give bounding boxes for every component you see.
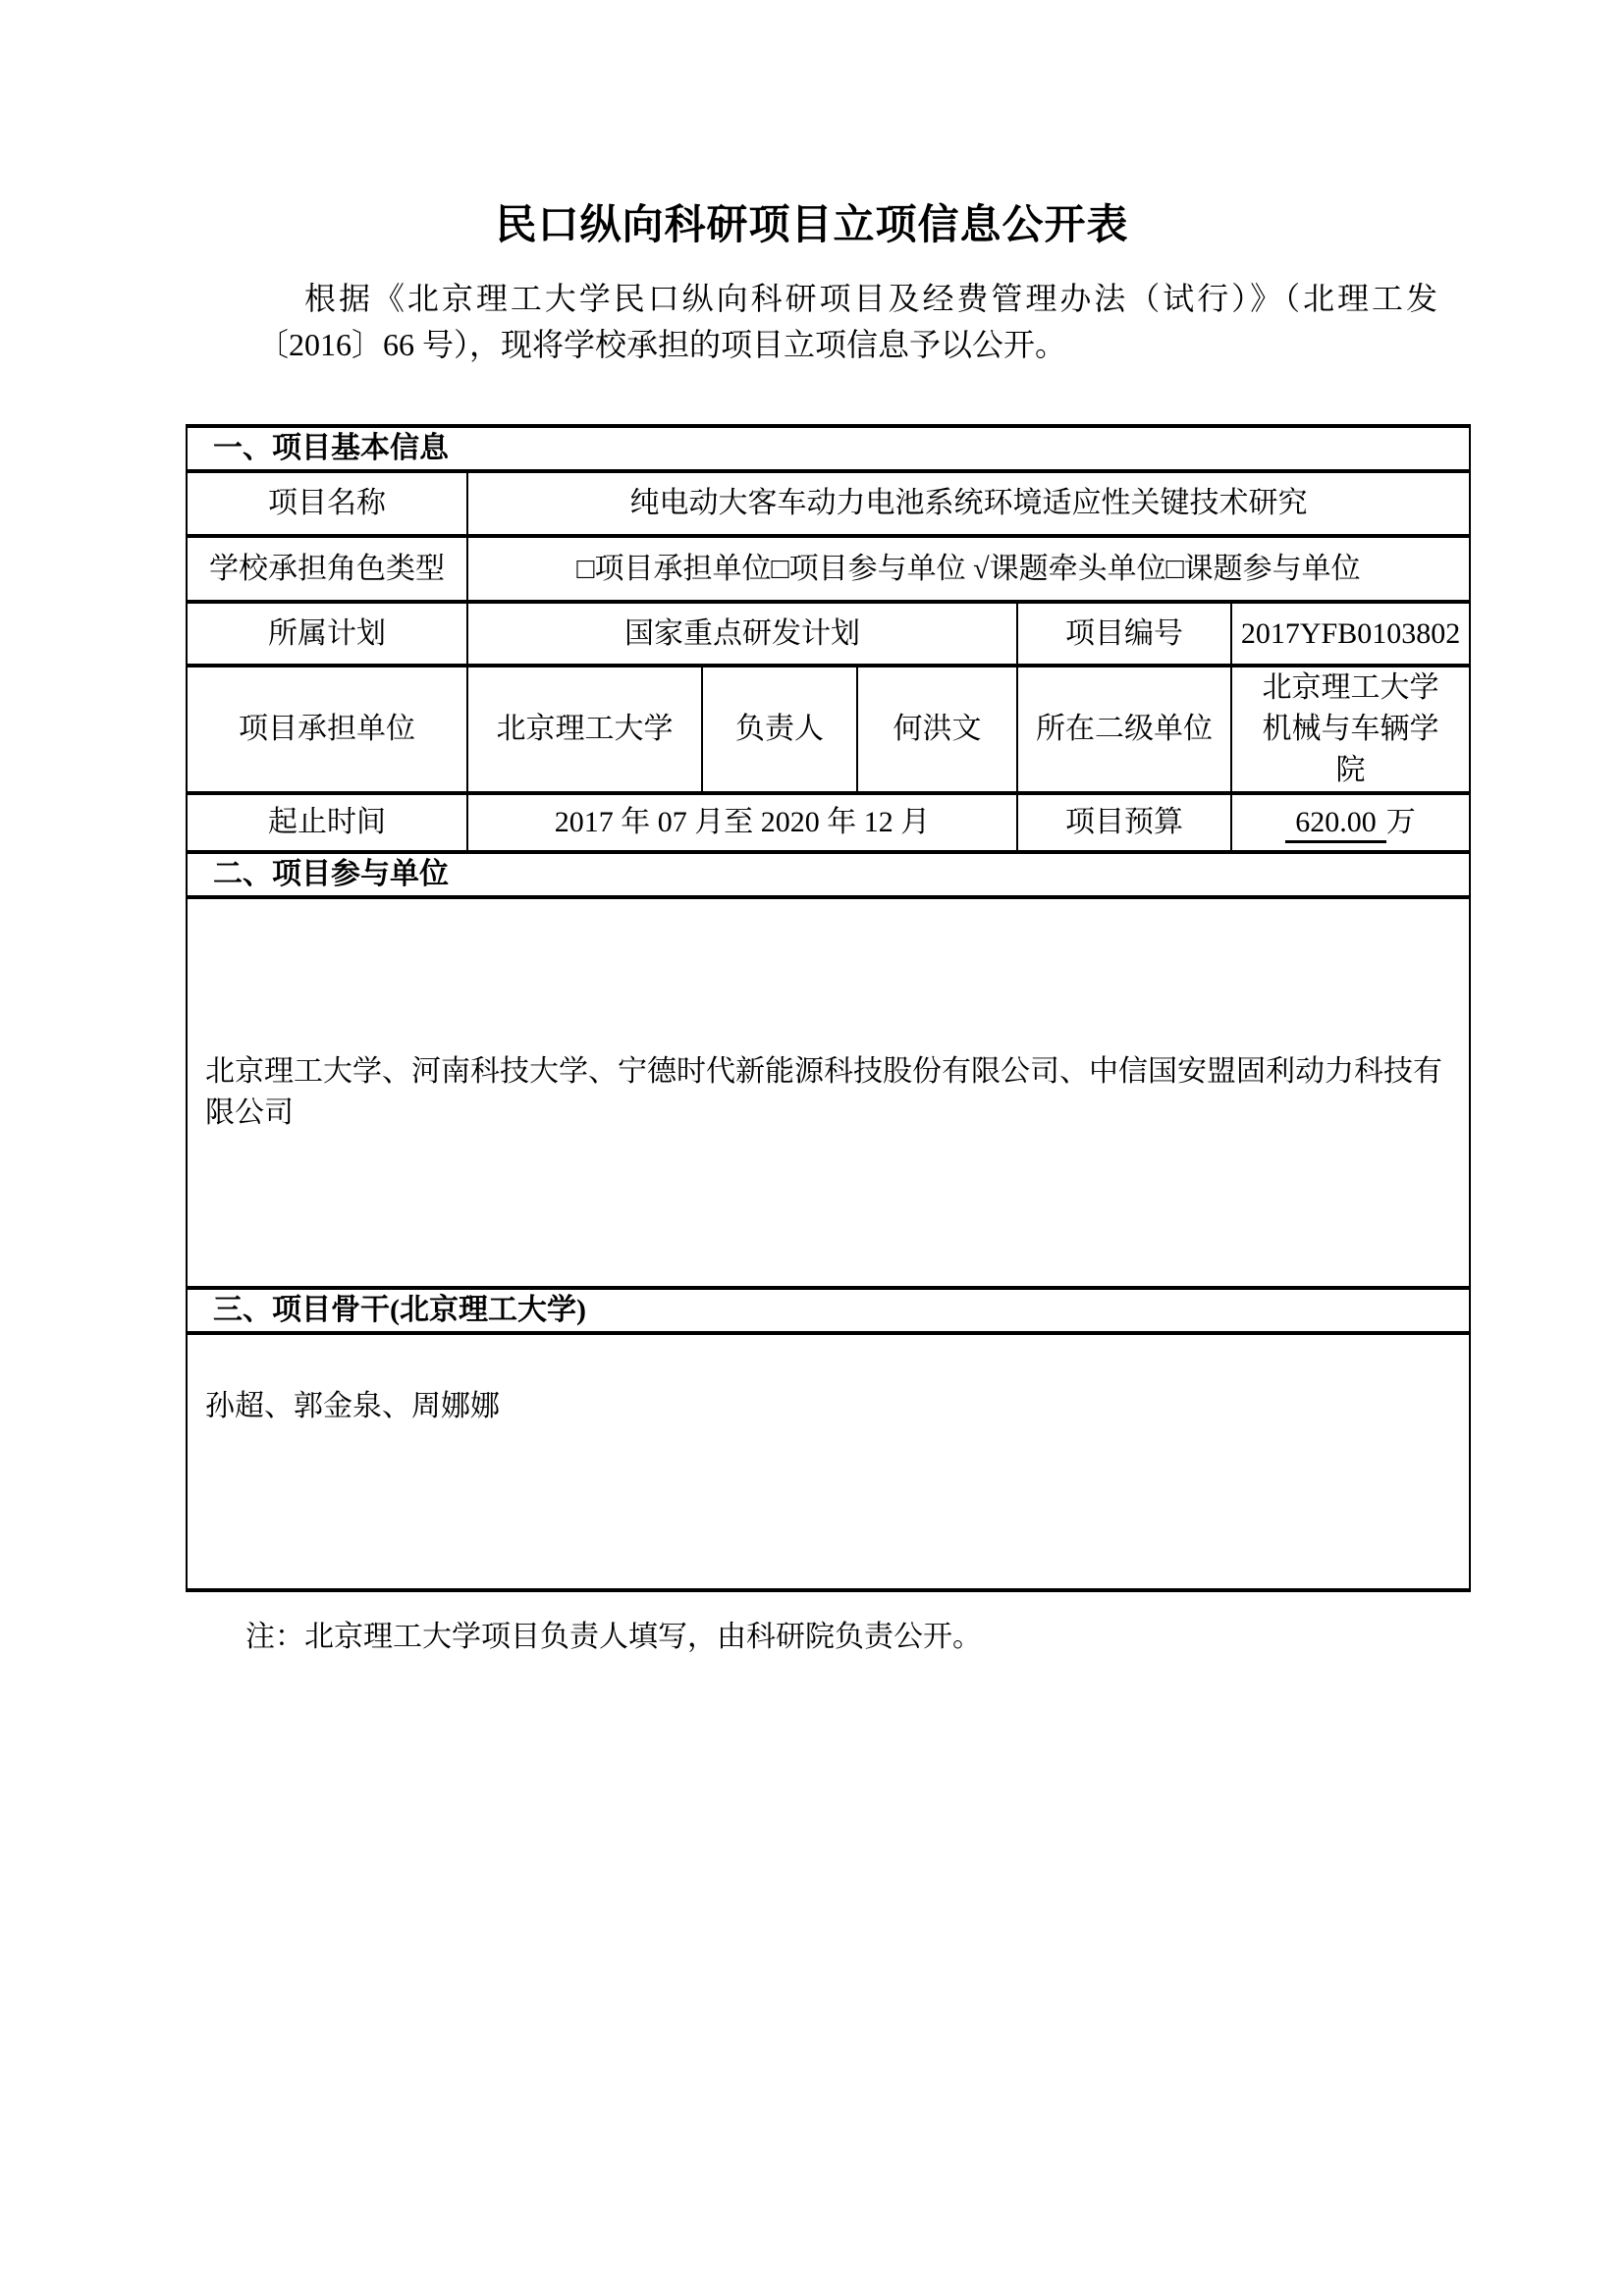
budget-label: 项目预算 xyxy=(1017,793,1231,852)
project-info-table xyxy=(186,424,1471,1592)
row-participants xyxy=(187,897,1470,1288)
role-type-label: 学校承担角色类型 xyxy=(187,536,467,602)
dept-label: 所在二级单位 xyxy=(1017,666,1231,793)
section-basic-info-header: 一、项目基本信息 xyxy=(187,426,1470,471)
budget-amount: 620.00 xyxy=(1285,805,1386,843)
row-project-name xyxy=(187,471,1470,536)
project-name-value: 纯电动大客车动力电池系统环境适应性关键技术研究 xyxy=(467,471,1470,536)
section-participants-header-row xyxy=(187,852,1470,897)
row-backbone xyxy=(187,1333,1470,1590)
page-title: 民口纵向科研项目立项信息公开表 xyxy=(495,203,1129,248)
budget-unit: 万 xyxy=(1385,806,1416,838)
role-type-checkbox-line: □项目承担单位□项目参与单位 √课题牵头单位□课题参与单位 xyxy=(467,536,1470,602)
plan-label: 所属计划 xyxy=(187,602,467,666)
section-backbone-header-row xyxy=(187,1288,1470,1333)
plan-value: 国家重点研发计划 xyxy=(467,602,1017,666)
participants-content: 北京理工大学、河南科技大学、宁德时代新能源科技股份有限公司、中信国安盟固利动力科技有限公司 xyxy=(187,897,1470,1288)
budget-value-cell xyxy=(1231,793,1470,852)
leader-value: 何洪文 xyxy=(857,666,1017,793)
project-name-label: 项目名称 xyxy=(187,471,467,536)
undertaker-value: 北京理工大学 xyxy=(467,666,702,793)
section-basic-info-header-row xyxy=(187,426,1470,471)
row-duration xyxy=(187,793,1470,852)
project-number-label: 项目编号 xyxy=(1017,602,1231,666)
row-plan xyxy=(187,602,1470,666)
leader-label: 负责人 xyxy=(702,666,857,793)
dept-value: 北京理工大学机械与车辆学院 xyxy=(1231,666,1470,793)
project-number-value: 2017YFB0103802 xyxy=(1231,602,1470,666)
row-role-type xyxy=(187,536,1470,602)
section-backbone-header: 三、项目骨干(北京理工大学) xyxy=(187,1288,1470,1333)
row-undertaker xyxy=(187,666,1470,793)
footnote: 注：北京理工大学项目负责人填写，由科研院负责公开。 xyxy=(245,1621,982,1653)
intro-paragraph: 根据《北京理工大学民口纵向科研项目及经费管理办法（试行）》（北理工发〔2016〕66 号），现将学校承担的项目立项信息予以公开。 xyxy=(257,281,1437,362)
duration-label: 起止时间 xyxy=(187,793,467,852)
backbone-content: 孙超、郭金泉、周娜娜 xyxy=(187,1333,1470,1590)
undertaker-label: 项目承担单位 xyxy=(187,666,467,793)
section-participants-header: 二、项目参与单位 xyxy=(187,852,1470,897)
duration-value: 2017 年 07 月至 2020 年 12 月 xyxy=(467,793,1017,852)
